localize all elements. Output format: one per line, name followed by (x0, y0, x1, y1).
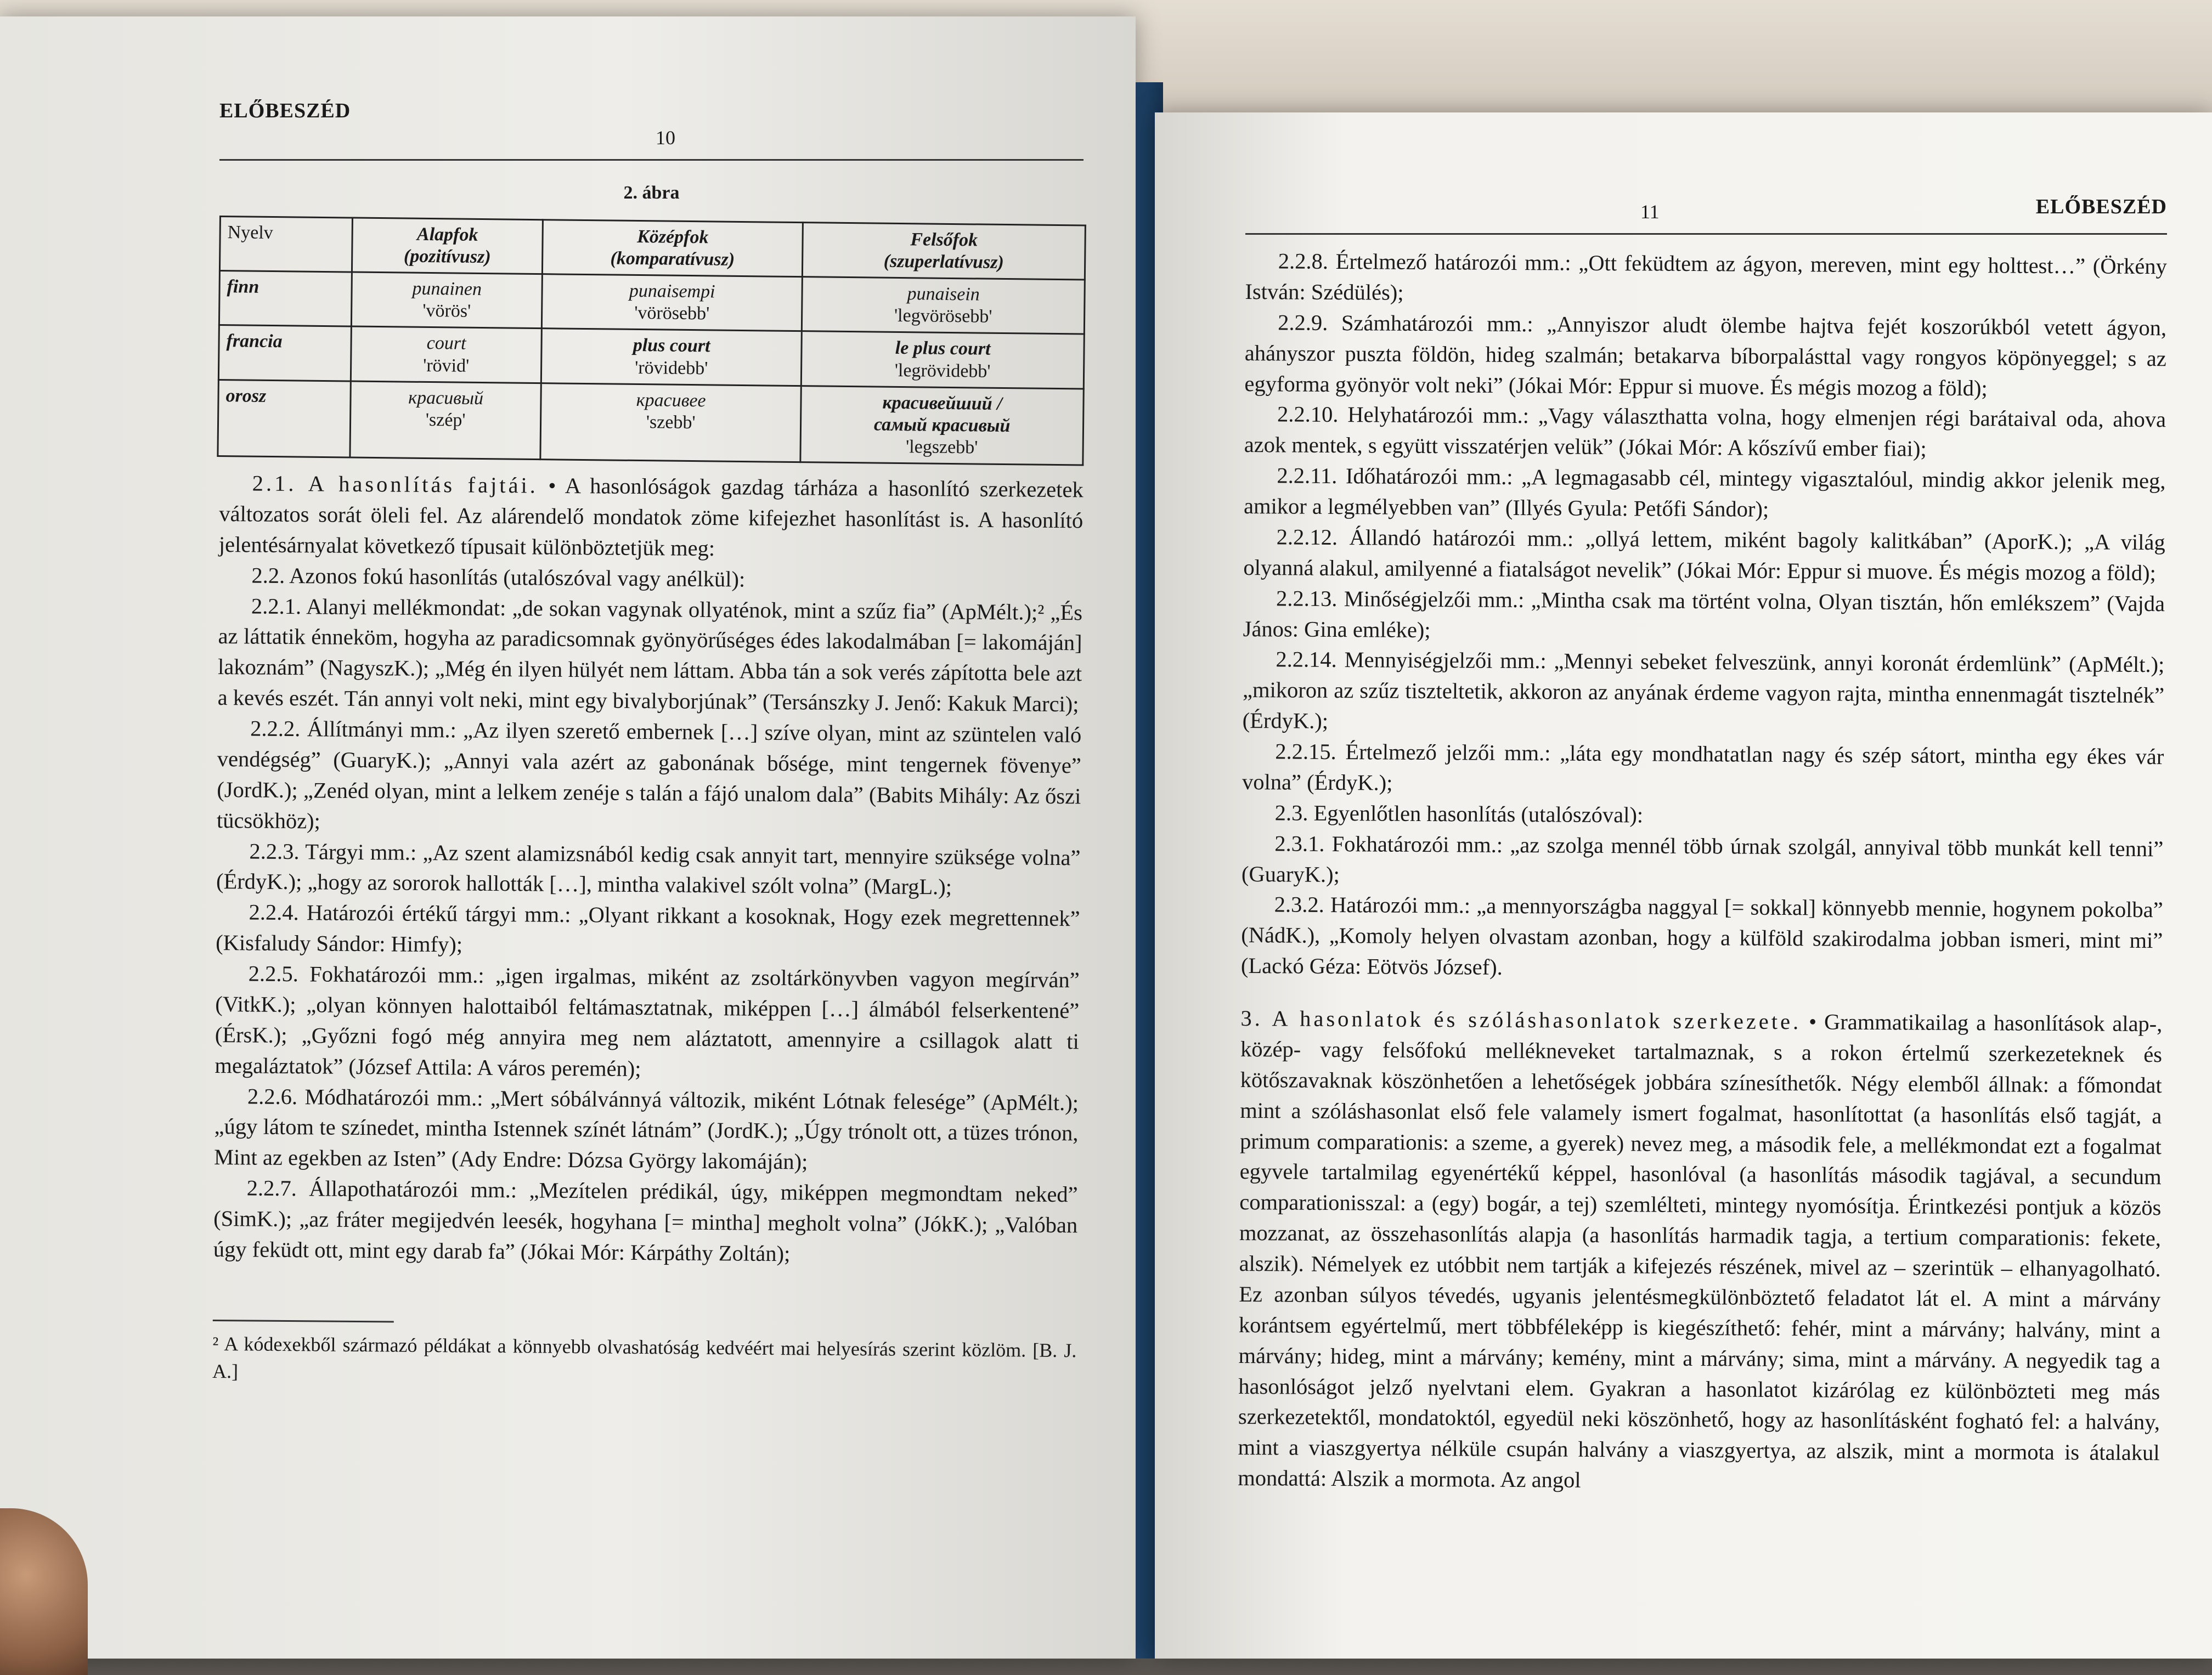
table-cell: красивый 'szép' (350, 381, 541, 460)
table-cell: punaisein 'legvörösebb' (802, 277, 1085, 335)
paragraph: 2.2.2. Állítmányi mm.: „Az ilyen szerető embernek […] szíve olyan, mint az szüntelen való vendégség” (GuaryK.); „Annyi vala azért az gabonának bősége, mint tengernek fövenye” (JordK.); „Zenéd olyan, mint a lelkem zenéje s talán a fájó unalom dala” (Babits Mihály: Az őszi tücsökhöz); (216, 716, 1082, 834)
left-body-text (212, 468, 1084, 1392)
paragraph: 2.2.1. Alanyi mellékmondat: „de sokan vagynak ollyaténok, mint a szűz fia” (ApMélt.);² „És az láttatik énneköm, hogyha az paradicsomnak gyönyörűséges édes lakodalmában [= lakomáján] lakoznám” (NagyszK.); „Még én ilyen hülyét nem láttam. Abba tán a sok verés zápította bele azt a kevés eszét. Tán annyi volt neki, mint egy bivalyborjúnak” (Tersánszky J. Jenő: Kakuk Marci); (217, 593, 1083, 717)
paragraph: 2.2.10. Helyhatározói mm.: „Vagy választhatta volna, hogy elmenjen régi barátaival oda, ahova azok mentek, s együtt visszatérjen velük” (Jókai Mór: A kőszívű ember fiai); (1244, 401, 2166, 461)
paragraph: 2.3.2. Határozói mm.: „a mennyországba naggyal [= sokkal] könnyebb mennie, hogynem pokolba” (NádK.), „Komoly helyen olvastam azonban, hogy a külföld szakirodalma jobban ismeri, mint mi” (Lackó Géza: Eötvös József). (1240, 892, 2163, 980)
table-cell: punainen 'vörös' (351, 272, 542, 329)
paragraph: 2.3. Egyenlőtlen hasonlítás (utalószóval): (1274, 800, 1644, 828)
paragraph: 2.2.13. Minőségjelzői mm.: „Mintha csak ma történt volna, Olyan tisztán, hőn emlékszem” (Vajda János: Gina emléke); (1243, 585, 2165, 642)
right-page-header (1245, 173, 2167, 235)
table-row (218, 380, 1084, 465)
paragraph: 2.3.1. Fokhatározói mm.: „az szolga mennél több úrnak szolgál, annyival több munkát kell tenni” (GuaryK.); (1241, 830, 2164, 887)
paragraph: 2.2.3. Tárgyi mm.: „Az szent alamizsnából kedig csak annyit tart, mennyire szüksége volna” (ÉrdyK.); „hogy az sororok hallották […], mintha valakivel szólt volna” (MargL.); (216, 838, 1081, 899)
table-row (218, 325, 1084, 389)
table-cell: красивейший / самый красивый 'legszebb' (800, 386, 1084, 465)
footnote-rule (213, 1320, 394, 1323)
paragraph: 2.2.9. Számhatározói mm.: „Annyiszor aludt ölembe hajtva fejét koszorúkból vetett ágyon, ahányszor puszta földön, hideg szalmán; betakarva bíborpalásttal vagy rongyos köpönyeggel; s az egyforma gyönyör volt neki” (Jókai Mór: Eppur si muove. És mégis mozog a föld); (1244, 310, 2167, 400)
table-header-cell: Felsőfok (szuperlatívusz) (803, 223, 1086, 280)
paragraph: 2.2.11. Időhatározói mm.: „A legmagasabb cél, mintegy vigasztalóul, mindig akkor jelenik meg, amikor a legmélyebben van” (Illyés Gyula: Petőfi Sándor); (1243, 463, 2166, 522)
page-number: 10 (656, 127, 675, 149)
table-header-row (219, 217, 1085, 280)
paragraph: 2.2.12. Állandó határozói mm.: „ollyá lettem, miként bagoly kalitkában” (AporK.); „A világ olyanná alakul, amilyenné a fiatalságot nevelik” (Jókai Mór: Eppur si muove. És mégis mozog a föld); (1243, 524, 2165, 585)
section-3-paragraph (1238, 1003, 2162, 1499)
paragraph: 2.2. Azonos fokú hasonlítás (utalószóval vagy anélkül): (251, 563, 746, 592)
page-number: 11 (1640, 201, 1660, 223)
comparison-table (217, 216, 1086, 466)
table-header-cell: Középfok (komparatívusz) (543, 220, 803, 277)
table-header-cell: Alapfok (pozitívusz) (352, 218, 543, 274)
paragraph: 2.2.5. Fokhatározói mm.: „igen irgalmas, miként az zsoltárkönyvben vagyon megírván” (VitkK.); „olyan könnyen halottaiból feltámasztatnak, miképpen […] álmából felserkentené” (ÉrsK.); „Győzni fogó még annyira meg nem aláztatott, amennyire a csillagok alatt ti megaláztatok” (József Attila: A város peremén); (215, 961, 1080, 1081)
running-head: ELŐBESZÉD (2035, 195, 2167, 218)
paragraph: 2.1. A hasonlítás fajtái. • A hasonlóságok gazdag tárháza a hasonlító szerkezetek változatos sorát öleli fel. Az alárendelő mondatok zöme kifejezhet hasonlítást is. A hasonlító jelentésárnyalat következő típusait különböztetjük meg: (218, 471, 1084, 561)
paragraph: 2.2.7. Állapothatározói mm.: „Mezítelen prédikál, úgy, miképpen megmondtam neked” (SimK.); „az fráter megijedvén leesék, hogyhana [= mintha] megholt volna” (JókK.); „Valóban úgy feküdt ott, mint egy darab fa” (Jókai Mór: Kárpáthy Zoltán); (213, 1175, 1078, 1266)
table-cell-language: orosz (218, 380, 351, 457)
table-cell-language: francia (218, 325, 351, 381)
paragraph: 2.2.6. Módhatározói mm.: „Mert sóbálvánnyá változik, miként Lótnak felesége” (ApMélt.); „úgy látom te színedet, mintha Istennek színét látnám” (JordK.); „Úgy trónolt ott, a tüzes trónon, Mint az egekben az Isten” (Ady Endre: Dózsa György lakomáján); (213, 1083, 1079, 1174)
table-cell: plus court 'rövidebb' (541, 329, 802, 386)
table-cell-language: finn (219, 271, 352, 327)
table-header-cell: Nyelv (219, 217, 352, 273)
right-body-text (1238, 246, 2167, 1499)
left-page (0, 16, 1136, 1659)
table-cell: punaisempi 'vörösebb' (541, 274, 802, 331)
left-page-content (212, 99, 1084, 1385)
section-3-heading: 3. A hasonlatok és szóláshasonlatok szerkezete. (1240, 1005, 1802, 1034)
paragraph: 2.2.8. Értelmező határozói mm.: „Ott feküdtem az ágyon, mereven, mint egy holttest…” (Örkény István: Szédülés); (1245, 248, 2167, 305)
table-cell: le plus court 'legrövidebb' (802, 331, 1085, 389)
footnote: ² A kódexekből származó példákat a könnyebb olvashatóság kedvéért mai helyesírás szerint közlöm. [B. J. A.] (212, 1332, 1077, 1383)
paragraph: 2.2.15. Értelmező jelzői mm.: „láta egy mondhatatlan nagy és szép sátort, mintha egy ékes vár volna” (ÉrdyK.); (1242, 739, 2164, 795)
table-cell: красивее 'szebb' (540, 383, 802, 462)
paragraph: 2.2.14. Mennyiségjelzői mm.: „Mennyi sebeket felveszünk, annyi koronát érdemlünk” (ApMélt.); „mikoron az szűz tiszteltetik, akkoron az anyának érdeme vagyon rajta, mintha ennenmagát tisztelnék” (ÉrdyK.); (1242, 647, 2165, 734)
table-row (219, 271, 1085, 335)
right-page-content (1238, 173, 2167, 1493)
thumb (0, 1508, 88, 1675)
figure-title: 2. ábra (623, 183, 680, 203)
left-page-header (219, 99, 1084, 161)
paragraph: 2.2.4. Határozói értékű tárgyi mm.: „Olyant rikkant a kosoknak, Hogy ezek megrettennek” (Kisfaludy Sándor: Himfy); (216, 899, 1080, 957)
section-3-text: • Grammatikailag a hasonlítások alap-, közép- vagy felsőfokú mellékneveket tartalmaznak, s a rokon értelmű szerkezeteknek és kötőszavaknak köszönhetően a lehetőségek jobbára színesíthetők. Négy elemből állnak: a főmondat mint a szóláshasonlat első fele valamely ismert fogalmat, hasonlítottat (a hasonlítás első tagját, a primum comparationis: a szeme, a gyerek) nevez meg, a második fele, a mellékmondat ezt a fogalmat egyvele tartalmilag egyenértékű képpel, hasonlóval (a hasonlítás második tagjával, a secundum comparationisszal: a (egy) bogár, a tej) szemlélteti, mintegy nyomósítja. Érintkezési pontjuk a közös mozzanat, az összehasonlítás alapja (a hasonlítás harmadik tagja, a tertium comparationis: fekete, alszik). Némelyek ez utóbbit nem tartják a kifejezés részének, mivel az – szerintük – elhanyagolható. Ez azonban súlyos tévedés, ugyanis jelentésmegkülönböztető feladatot lát el. A mint a márvány korántsem egyértelmű, mert többféleképp is kiegészíthető: fehér, mint a márvány; halvány, mint a márvány; hideg, mint a márvány; kemény, mint a márvány; sima, mint a márvány. A negyedik tag a hasonlóságot jelző nyelvtani elem. Gyakran a hasonlatot kizárólag ez különbözteti meg más szerkezetektől, mondatoktól, egyedül neki köszönhető, hogy az hasonlításként fogható fel: a halvány, mint a viaszgyertya nélküle csupán halvány a viaszgyertya, az alszik, mint a mormota is átalakul mondattá: Alszik a mormota. Az angol (1238, 1009, 2163, 1492)
table-cell: court 'rövid' (351, 326, 541, 383)
right-page (1155, 112, 2212, 1659)
running-head: ELŐBESZÉD (219, 99, 351, 122)
